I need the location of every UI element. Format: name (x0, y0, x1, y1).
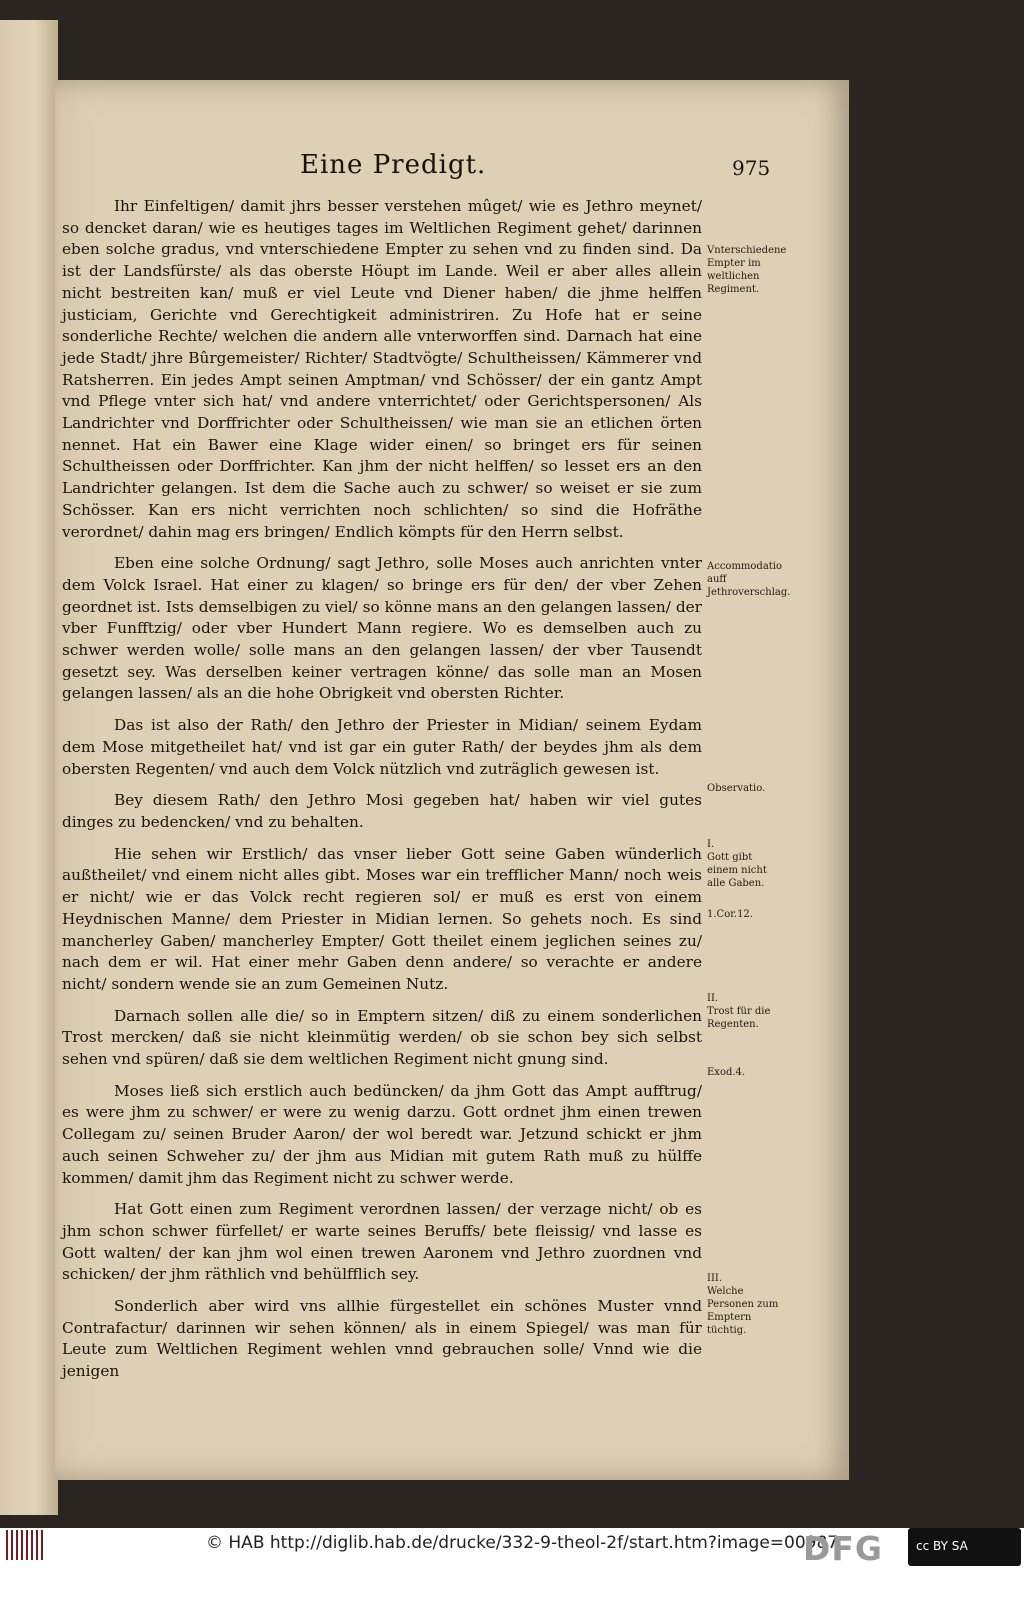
margin-note-7: Exod.4. (707, 1067, 746, 1078)
margin-note-6: II. Trost für die Regenten. (707, 993, 771, 1030)
margin-note-4: I. Gott gibt einem nicht alle Gaben. (707, 839, 767, 889)
paragraph-1: Ihr Einfeltigen/ damit jhrs besser verstehen mûget/ wie es Jethro meynet/ so dencket daran/ wie es heutiges tages im Weltlichen Regiment gehet/ darinnen eben solche gradus, vnd vnterschiedene Empter zu sehen vnd zu finden sind. Da ist der Landsfürste/ als das oberste Höupt im Lande. Weil er aber alles allein nicht bestreiten kan/ muß er viel Leute vnd Diener haben/ die jhme helffen justiciam, Gerichte vnd Gerechtigkeit administriren. Zu Hofe hat er seine sonderliche Rechte/ welchen die andern alle vnterworffen sind. Darnach hat eine jede Stadt/ jhre Bûrgemeister/ Richter/ Stadtvögte/ Schultheissen/ Kämmerer vnd Ratsherren. Ein jedes Ampt seinen Amptman/ vnd Schösser/ der ein gantz Ampt vnd Pflege vnter sich hat/ vnd andere vnterrichtet/ oder Gerichtspersonen/ Als Landrichter vnd Dorffrichter oder Schultheissen/ wie man sie an etlichen örten nennet. Hat ein Bawer eine Klage wider einen/ so bringet ers für seinen Schultheissen oder Dorffrichter. Kan jhm der nicht helffen/ so lesset ers an den Landrichter gelangen. Ist dem die Sache auch zu schwer/ so weiset er sie zum Schösser. Kan ers nicht verrichten noch schlichten/ so sind die Hofräthe verordnet/ dahin mag ers bringen/ Endlich kömpts für den Herrn selbst. (62, 197, 702, 541)
cc-license-badge[interactable] (908, 1528, 1021, 1566)
margin-note-1: Vnterschiedene Empter im weltlichen Regiment. (707, 245, 787, 295)
margin-note-2: Accommodatio auff Jethroverschlag. (707, 561, 791, 598)
main-text (62, 196, 702, 1393)
paragraph-7: Moses ließ sich erstlich auch bedüncken/ da jhm Gott das Ampt aufftrug/ es were jhm zu schwer/ er were zu wenig darzu. Gott ordnet jhm einen trewen Collegam zu/ seinen Bruder Aaron/ der wol beredt war. Jetzund schickt er jhm auch seinen Schweher zu/ der jhm aus Midian mit gutem Rath muß zu hülffe kommen/ damit jhm das Regiment nicht zu schwer werde. (62, 1081, 702, 1187)
margin-note-3: Observatio. (707, 783, 766, 794)
margin-note-5: 1.Cor.12. (707, 909, 753, 920)
margin-note-8: III. Welche Personen zum Emptern tüchtig. (707, 1273, 779, 1336)
paragraph-8: Hat Gott einen zum Regiment verordnen lassen/ der verzage nicht/ ob es jhm schon schwer fürfellet/ er warte seines Beruffs/ bete fleissig/ vnd lasse es Gott walten/ der kan jhm wol einen trewen Aaronem vnd Jethro zuordnen vnd schicken/ der jhm räthlich vnd behülfflich sey. (62, 1200, 702, 1284)
paragraph-3: Das ist also der Rath/ den Jethro der Priester in Midian/ seinem Eydam dem Mose mitgetheilet hat/ vnd ist gar ein guter Rath/ der beydes jhm als dem obersten Regenten/ vnd auch dem Volck nützlich vnd zuträglich gewesen ist. (62, 716, 702, 778)
dfg-logo: DFG (803, 1529, 884, 1568)
page-number: 975 (732, 156, 771, 180)
paragraph-4: Bey diesem Rath/ den Jethro Mosi gegeben hat/ haben wir viel gutes dinges zu bedencken/ vnd zu behalten. (62, 791, 702, 831)
license-symbols: cc BY SA (916, 1539, 968, 1553)
paragraph-9: Sonderlich aber wird vns allhie fürgestellet ein schönes Muster vnnd Contrafactur/ darinnen wir sehen können/ als in einem Spiegel/ was man für Leute zum Weltlichen Regiment wehlen vnnd gebrauchen solle/ Vnnd wie die jenigen (62, 1297, 702, 1381)
paragraph-5: Hie sehen wir Erstlich/ das vnser lieber Gott seine Gaben wünderlich außtheilet/ vnd einem nicht alles gibt. Moses war ein trefflicher Mann/ noch weis er nicht/ wie er das Volck recht regieren sol/ er muß es erst von einem Heydnischen Manne/ dem Priester in Midian lernen. So gehets noch. Es sind mancherley Gaben/ mancherley Empter/ Gott theilet einem jeglichen seines zu/ nach dem er wil. Hat einer mehr Gaben denn andere/ so verachte er andere nicht/ sondern wende sie an zum Gemeinen Nutz. (62, 844, 702, 993)
paragraph-6: Darnach sollen alle die/ so in Emptern sitzen/ diß zu einem sonderlichen Trost mercken/ daß sie nicht kleinmütig werden/ ob sie schon bey sich selbst sehen vnd spüren/ daß sie dem weltlichen Regiment nicht gnung sind. (62, 1006, 702, 1069)
facing-page-edge (0, 20, 58, 1515)
paragraph-2: Eben eine solche Ordnung/ sagt Jethro, solle Moses auch anrichten vnter dem Volck Israel. Hat einer zu klagen/ so bringe ers für den/ der vber Zehen geordnet ist. Ists demselbigen zu viel/ so könne mans an den gelangen lassen/ der vber Funfftzig/ oder vber Hundert Mann regiere. Wo es demselben auch zu schwer werden wolle/ solle mans an den gelangen lassen/ der vber Tausendt gesetzt sey. Was derselben keiner vertragen könne/ das solle man an Mosen gelangen lassen/ als an die hohe Obrigkeit vnd obersten Richter. (62, 554, 702, 703)
color-ruler-icon (6, 1530, 44, 1560)
source-credit-link[interactable]: © HAB http://diglib.hab.de/drucke/332-9-theol-2f/start.htm?image=00987 (206, 1533, 839, 1553)
running-head: Eine Predigt. (300, 150, 487, 180)
